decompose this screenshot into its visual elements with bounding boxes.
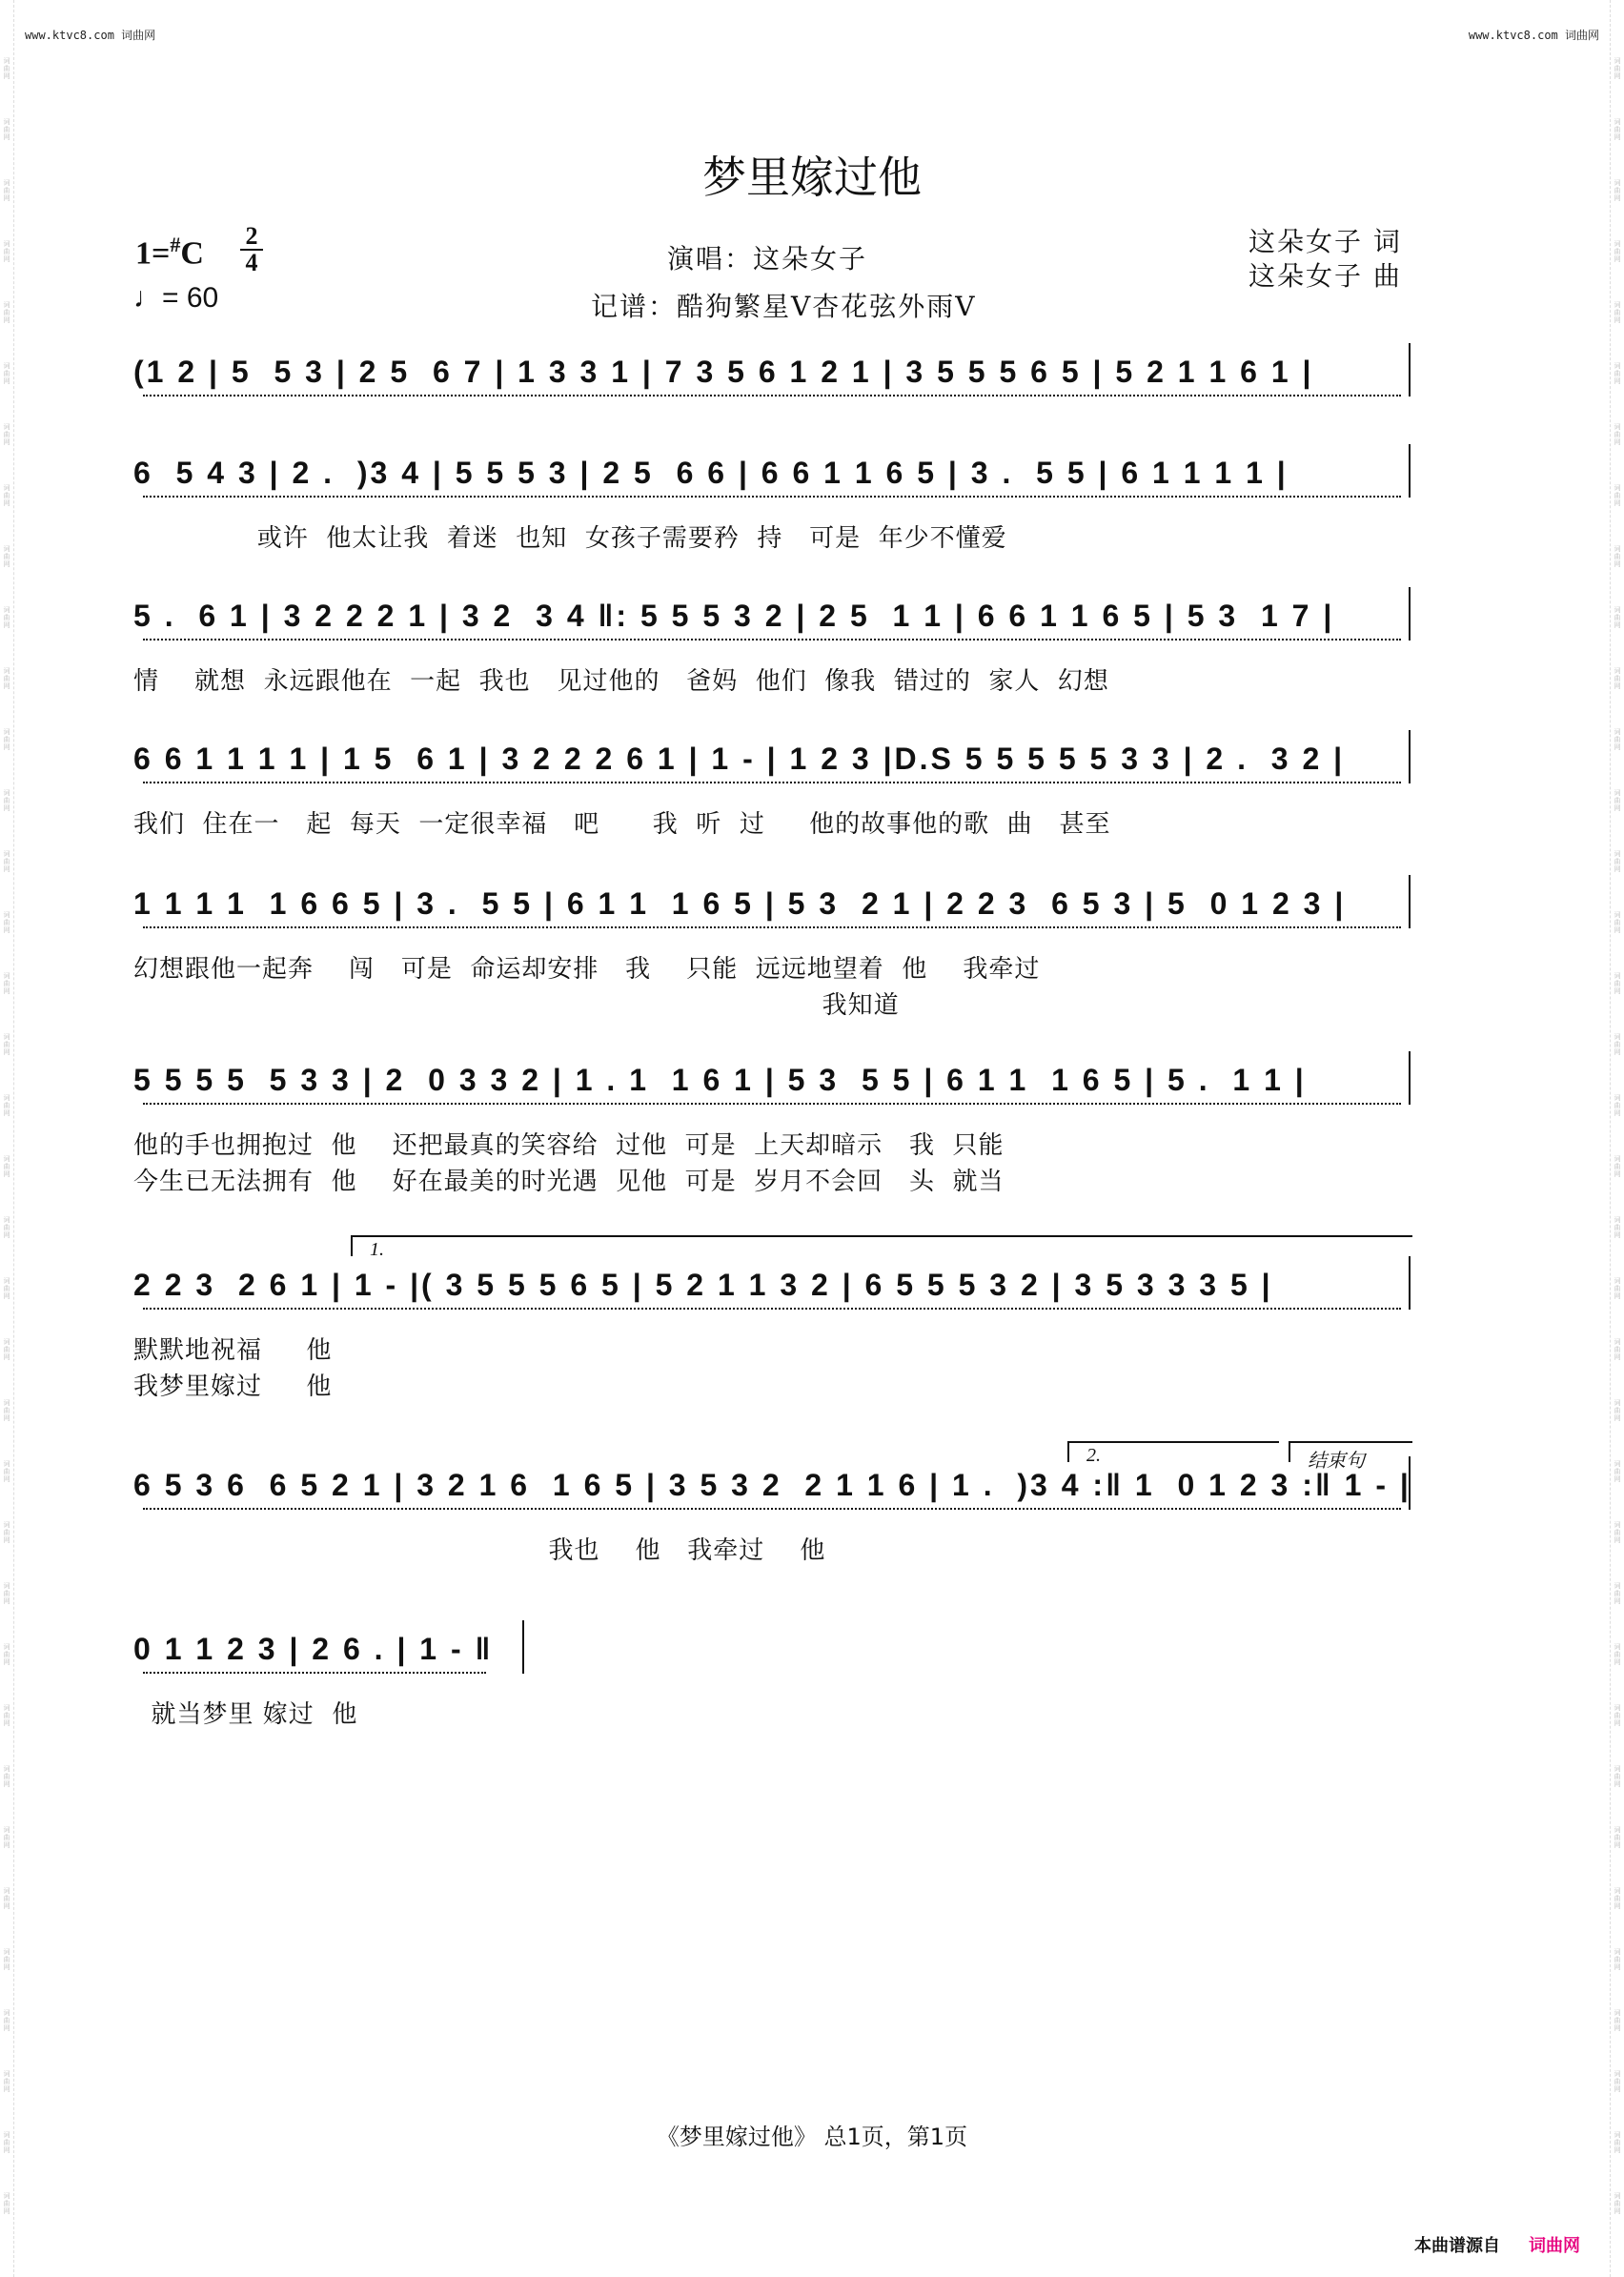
lyric-line: 幻想跟他一起奔 闯 可是 命运却安排 我 只能 远远地望着 他 我牵过 (133, 955, 1041, 984)
volta-ending: 结束句 (1289, 1441, 1412, 1462)
singer-credit: 演唱：这朵女子 (667, 243, 868, 274)
watermark-text: 词曲网 (3, 484, 10, 507)
watermark-text: 词曲网 (1614, 1216, 1621, 1239)
watermark-text: 词曲网 (1614, 1033, 1621, 1056)
watermark-text: 词曲网 (1614, 972, 1621, 995)
beam-underline (143, 1103, 1401, 1105)
watermark-text: 词曲网 (3, 606, 10, 629)
time-signature: 2 4 (240, 225, 263, 274)
end-barline (1409, 587, 1411, 640)
watermark-text: 词曲网 (3, 118, 10, 141)
lyric-line: 默默地祝福 他 (133, 1336, 333, 1365)
transcriber-credit: 记谱：酷狗繁星V杏花弦外雨V (591, 291, 977, 322)
watermark-text: 词曲网 (3, 240, 10, 263)
lyric-line: 我也 他 我牵过 他 (133, 1536, 826, 1565)
watermark-text: 词曲网 (3, 2009, 10, 2032)
watermark-text: 词曲网 (3, 1033, 10, 1056)
watermark-text: 词曲网 (3, 789, 10, 812)
watermark-text: 词曲网 (1614, 2070, 1621, 2093)
watermark-text: 词曲网 (3, 850, 10, 873)
notation-line: (1 2 | 5 5 3 | 2 5 6 7 | 1 3 3 1 | 7 3 5 6 1 2 1 | 3 5 5 5 6 5 | 5 2 1 1 6 1 | (133, 355, 1314, 389)
watermark-text: 词曲网 (1614, 1094, 1621, 1117)
left-watermark-strip (0, 0, 14, 2277)
key-signature: 1=#C (135, 233, 204, 272)
lyric-line: 今生已无法拥有 他 好在最美的时光遇 见他 可是 岁月不会回 头 就当 (133, 1168, 1005, 1196)
watermark-text: 词曲网 (3, 1887, 10, 1910)
watermark-text: 词曲网 (1614, 301, 1621, 324)
beam-underline (143, 1672, 486, 1674)
watermark-text: 词曲网 (3, 1643, 10, 1666)
watermark-text: 词曲网 (3, 57, 10, 80)
watermark-text: 词曲网 (3, 423, 10, 446)
notation-line: 1 1 1 1 1 6 6 5 | 3 . 5 5 | 6 1 1 1 6 5 | 5 3 2 1 | 2 2 3 6 5 3 | 5 0 1 2 3 | (133, 886, 1347, 921)
watermark-text: 词曲网 (3, 362, 10, 385)
watermark-text: 词曲网 (3, 545, 10, 568)
notation-line: 5 . 6 1 | 3 2 2 2 1 | 3 2 3 4 ‖: 5 5 5 3 2 | 2 5 1 1 | 6 6 1 1 6 5 | 5 3 1 7 | (133, 599, 1335, 633)
watermark-text: 词曲网 (3, 1582, 10, 1605)
volta-second: 2. (1067, 1441, 1279, 1462)
notation-line: 2 2 3 2 6 1 | 1 - |( 3 5 5 5 6 5 | 5 2 1 1 3 2 | 6 5 5 5 3 2 | 3 5 3 3 3 5 | (133, 1268, 1273, 1302)
watermark-text: 词曲网 (3, 179, 10, 202)
watermark-text: 词曲网 (1614, 240, 1621, 263)
beam-underline (143, 1508, 1401, 1510)
watermark-text: 词曲网 (1614, 362, 1621, 385)
end-barline (1409, 1456, 1411, 1510)
watermark-text: 词曲网 (1614, 118, 1621, 141)
end-barline (1409, 343, 1411, 396)
song-title: 梦里嫁过他 (702, 152, 922, 203)
watermark-text: 词曲网 (3, 972, 10, 995)
watermark-text: 词曲网 (1614, 423, 1621, 446)
beam-underline (143, 782, 1401, 783)
watermark-text: 词曲网 (1614, 2131, 1621, 2154)
watermark-text: 词曲网 (3, 2070, 10, 2093)
watermark-text: 词曲网 (3, 1338, 10, 1361)
watermark-text: 词曲网 (1614, 545, 1621, 568)
end-barline (1409, 730, 1411, 783)
watermark-text: 词曲网 (1614, 179, 1621, 202)
watermark-text: 词曲网 (1614, 1704, 1621, 1727)
watermark-text: 词曲网 (1614, 789, 1621, 812)
beam-underline (143, 639, 1401, 640)
watermark-text: 词曲网 (3, 1765, 10, 1788)
watermark-text: 词曲网 (1614, 1948, 1621, 1971)
watermark-text: 词曲网 (1614, 1460, 1621, 1483)
watermark-text: 词曲网 (1614, 1399, 1621, 1422)
watermark-text: 词曲网 (3, 1521, 10, 1544)
beam-underline (143, 496, 1401, 498)
watermark-text: 词曲网 (3, 1094, 10, 1117)
watermark-text: 词曲网 (1614, 57, 1621, 80)
watermark-text: 词曲网 (3, 1277, 10, 1300)
watermark-text: 词曲网 (3, 667, 10, 690)
lyric-line: 我们 住在一 起 每天 一定很幸福 吧 我 听 过 他的故事他的歌 曲 甚至 (133, 810, 1111, 839)
watermark-text: 词曲网 (3, 2131, 10, 2154)
watermark-text: 词曲网 (1614, 606, 1621, 629)
notation-line: 6 6 1 1 1 1 | 1 5 6 1 | 3 2 2 2 6 1 | 1 - | 1 2 3 |D.S 5 5 5 5 5 3 3 | 2 . 3 2 | (133, 742, 1346, 776)
watermark-text: 词曲网 (1614, 1765, 1621, 1788)
end-barline (1409, 1256, 1411, 1310)
end-barline (1409, 444, 1411, 498)
watermark-text: 词曲网 (3, 1826, 10, 1849)
watermark-text: 词曲网 (3, 1155, 10, 1178)
watermark-text: 词曲网 (1614, 911, 1621, 934)
end-barline (1409, 1051, 1411, 1105)
watermark-text: 词曲网 (3, 911, 10, 934)
notation-line: 6 5 3 6 6 5 2 1 | 3 2 1 6 1 6 5 | 3 5 3 2 2 1 1 6 | 1 . )3 4 :‖ 1 0 1 2 3 :‖ 1 - | (133, 1468, 1411, 1502)
watermark-text: 词曲网 (1614, 1582, 1621, 1605)
notation-line: 0 1 1 2 3 | 2 6 . | 1 - ‖ (133, 1632, 494, 1666)
watermark-text: 词曲网 (1614, 667, 1621, 690)
lyric-line: 我知道 (133, 991, 900, 1020)
lyric-line: 他的手也拥抱过 他 还把最真的笑容给 过他 可是 上天却暗示 我 只能 (133, 1131, 1005, 1160)
notation-line: 5 5 5 5 5 3 3 | 2 0 3 3 2 | 1 . 1 1 6 1 | 5 3 5 5 | 6 1 1 1 6 5 | 5 . 1 1 | (133, 1063, 1307, 1097)
watermark-text: 词曲网 (3, 1704, 10, 1727)
lyric-line: 情 就想 永远跟他在 一起 我也 见过他的 爸妈 他们 像我 错过的 家人 幻想 (133, 667, 1109, 696)
watermark-text: 词曲网 (3, 1216, 10, 1239)
notation-line: 6 5 4 3 | 2 . )3 4 | 5 5 5 3 | 2 5 6 6 | 6 6 1 1 6 5 | 3 . 5 5 | 6 1 1 1 1 | (133, 456, 1289, 490)
page-footer: 《梦里嫁过他》 总1页，第1页 (656, 2124, 968, 2150)
composer-credit: 这朵女子 曲 (1248, 260, 1402, 292)
watermark-text: 词曲网 (1614, 1155, 1621, 1178)
source-credit[interactable]: 本曲谱源自 词曲网 (1414, 2236, 1580, 2256)
volta-first: 1. (351, 1235, 1412, 1256)
watermark-text: 词曲网 (1614, 850, 1621, 873)
watermark-text: 词曲网 (1614, 484, 1621, 507)
beam-underline (143, 395, 1401, 396)
tempo-marking: ♩= 60 (133, 282, 219, 314)
watermark-text: 词曲网 (1614, 1521, 1621, 1544)
watermark-text: 词曲网 (3, 1399, 10, 1422)
lyric-line: 就当梦里 嫁过 他 (133, 1700, 358, 1729)
beam-underline (143, 1308, 1401, 1310)
watermark-text: 词曲网 (1614, 1643, 1621, 1666)
end-barline (1409, 875, 1411, 928)
watermark-text: 词曲网 (1614, 1887, 1621, 1910)
watermark-text: 词曲网 (1614, 728, 1621, 751)
watermark-text: 词曲网 (1614, 1277, 1621, 1300)
end-barline (522, 1620, 524, 1674)
watermark-text: 词曲网 (1614, 1826, 1621, 1849)
watermark-text: 词曲网 (3, 1460, 10, 1483)
header-left-site[interactable]: www.ktvc8.com 词曲网 (25, 29, 156, 42)
beam-underline (143, 926, 1401, 928)
watermark-text: 词曲网 (1614, 2192, 1621, 2215)
watermark-text: 词曲网 (3, 728, 10, 751)
watermark-text: 词曲网 (1614, 1338, 1621, 1361)
watermark-text: 词曲网 (3, 301, 10, 324)
header-right-site[interactable]: www.ktvc8.com 词曲网 (1468, 29, 1599, 42)
watermark-text: 词曲网 (3, 2192, 10, 2215)
lyricist-credit: 这朵女子 词 (1248, 226, 1402, 257)
lyric-line: 我梦里嫁过 他 (133, 1372, 333, 1401)
lyric-line: 或许 他太让我 着迷 也知 女孩子需要矜 持 可是 年少不懂爱 (133, 524, 1007, 553)
right-watermark-strip (1610, 0, 1624, 2277)
watermark-text: 词曲网 (1614, 2009, 1621, 2032)
watermark-text: 词曲网 (3, 1948, 10, 1971)
